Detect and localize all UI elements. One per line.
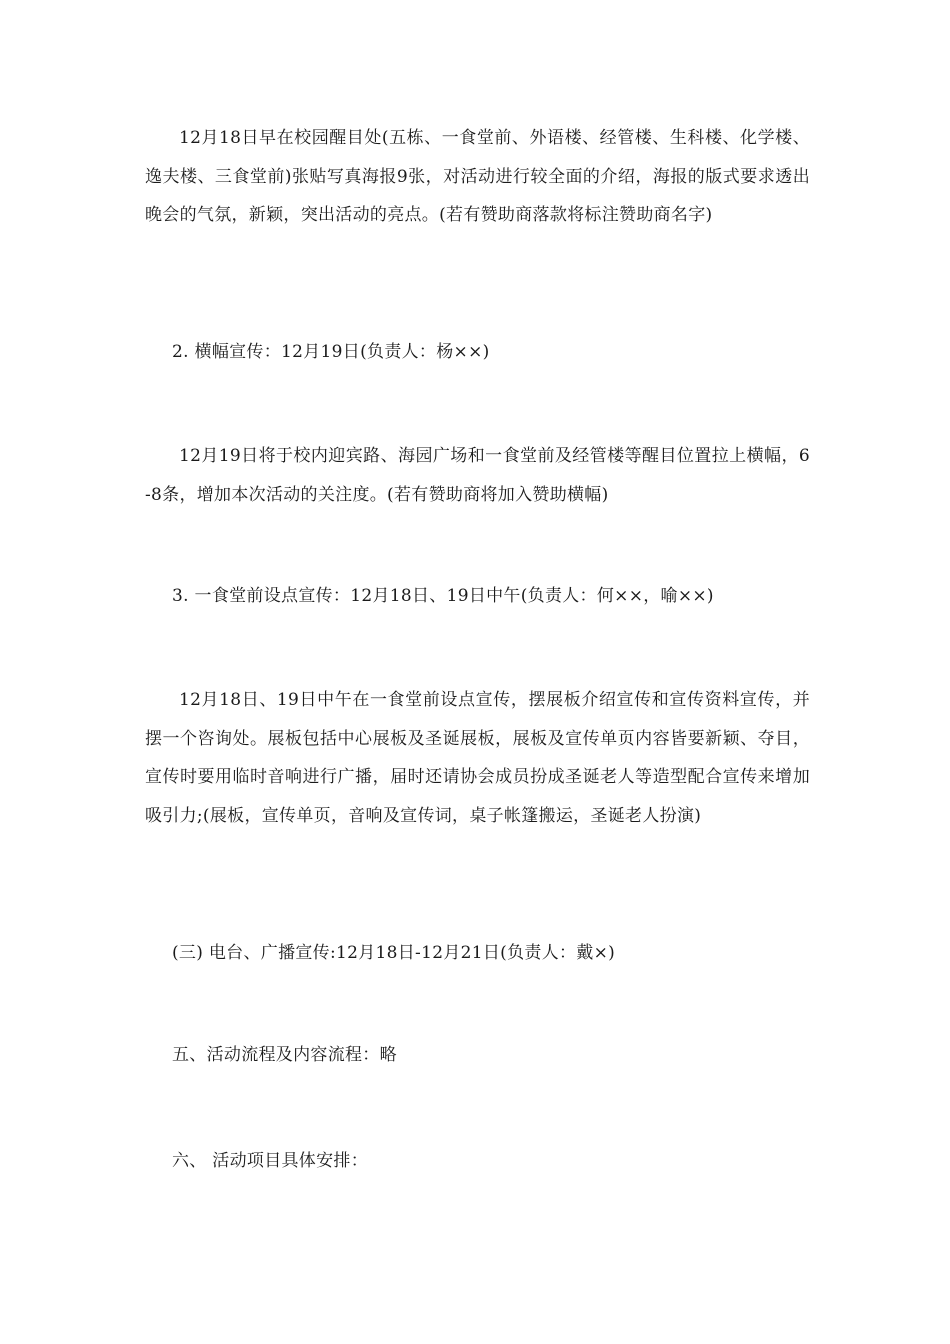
heading-banner-publicity: 2. 横幅宣传：12月19日(负责人：杨××)	[172, 342, 490, 362]
paragraph-canteen-booth: 12月18日、19日中午在一食堂前设点宣传，摆展板介绍宣传和宣传资料宣传，并摆一个咨询处。展板包括中心展板及圣诞展板，展板及宣传单页内容皆要新颖、夺目，宣传时要用临时音响进行广播，届时还请协会成员扮成圣诞老人等造型配合宣传来增加吸引力;(展板，宣传单页，音响及宣传词，桌子帐篷搬运，圣诞老人扮演)	[145, 690, 810, 826]
heading-canteen-booth: 3. 一食堂前设点宣传：12月18日、19日中午(负责人：何××，喻××)	[172, 586, 714, 606]
paragraph-posters: 12月18日早在校园醒目处(五栋、一食堂前、外语楼、经管楼、生科楼、化学楼、逸夫楼、三食堂前)张贴写真海报9张，对活动进行较全面的介绍，海报的版式要求透出晚会的气氛，新颖，突出活动的亮点。(若有赞助商落款将标注赞助商名字)	[145, 128, 810, 225]
heading-section-six: 六、 活动项目具体安排：	[172, 1151, 369, 1171]
heading-radio-broadcast: (三) 电台、广播宣传:12月18日-12月21日(负责人：戴×)	[172, 943, 616, 963]
heading-section-five: 五、活动流程及内容流程：略	[172, 1045, 397, 1065]
paragraph-banner-publicity: 12月19日将于校内迎宾路、海园广场和一食堂前及经管楼等醒目位置拉上横幅，6-8条，增加本次活动的关注度。(若有赞助商将加入赞助横幅)	[145, 446, 810, 505]
